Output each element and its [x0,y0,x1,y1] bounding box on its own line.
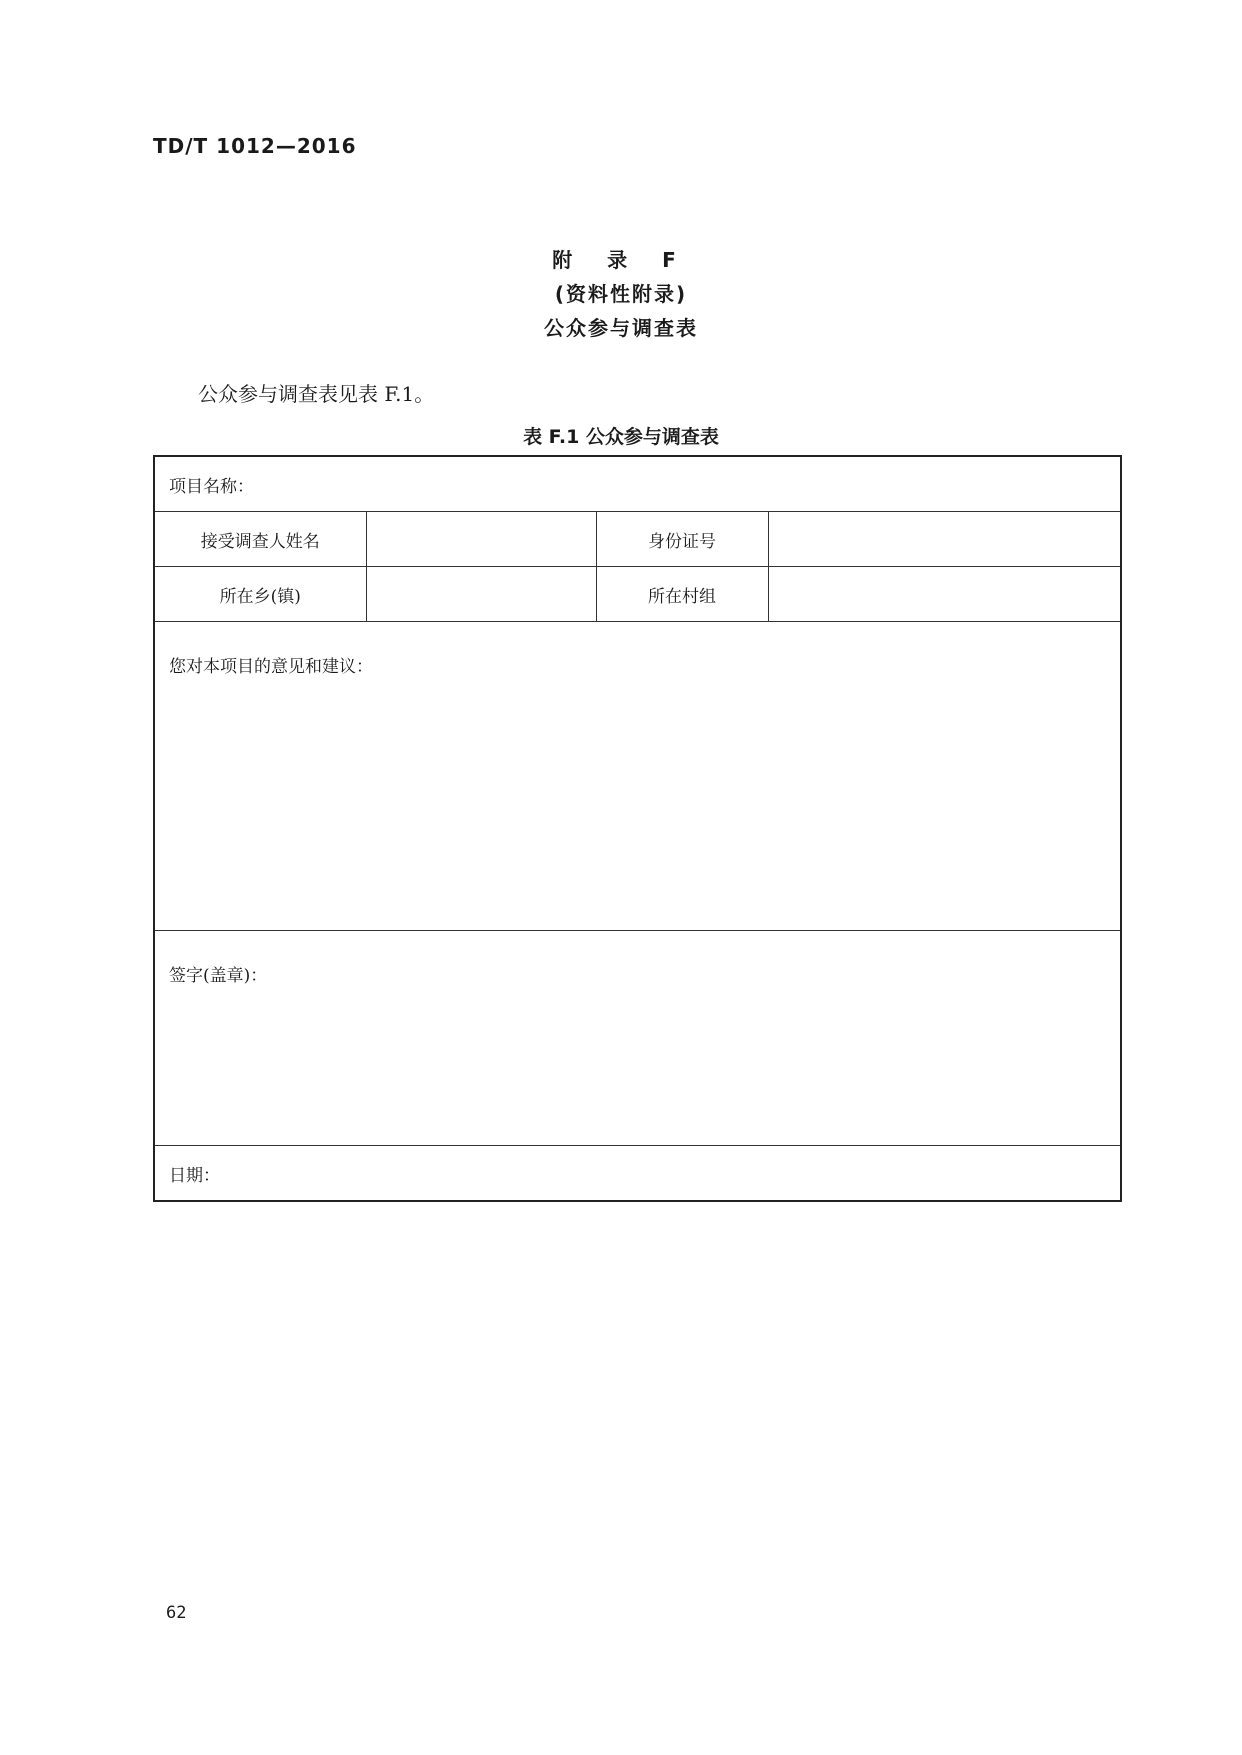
opinion-label[interactable]: 您对本项目的意见和建议： [154,622,1121,931]
respondent-name-field[interactable] [366,512,596,567]
opinion-row [154,622,1121,931]
date-label[interactable]: 日期： [154,1146,1121,1202]
page-number: 62 [166,1603,187,1623]
standard-code: TD/T 1012—2016 [153,134,357,158]
location-row [154,567,1121,622]
signature-row [154,931,1121,1146]
date-row [154,1146,1121,1202]
township-label: 所在乡(镇) [154,567,366,622]
respondent-row [154,512,1121,567]
intro-text: 公众参与调查表见表 F.1。 [198,382,435,406]
respondent-name-label: 接受调查人姓名 [154,512,366,567]
appendix-title: 附 录 F [552,248,690,272]
survey-table [153,455,1122,1202]
village-group-label: 所在村组 [596,567,768,622]
appendix-type: (资料性附录) [554,282,688,306]
table-caption: 表 F.1 公众参与调查表 [523,426,719,448]
id-number-field[interactable] [768,512,1121,567]
appendix-name: 公众参与调查表 [544,316,698,340]
village-group-field[interactable] [768,567,1121,622]
signature-label[interactable]: 签字(盖章)： [154,931,1121,1146]
project-name-label: 项目名称： [154,456,1121,512]
project-name-row [154,456,1121,512]
township-field[interactable] [366,567,596,622]
id-number-label: 身份证号 [596,512,768,567]
